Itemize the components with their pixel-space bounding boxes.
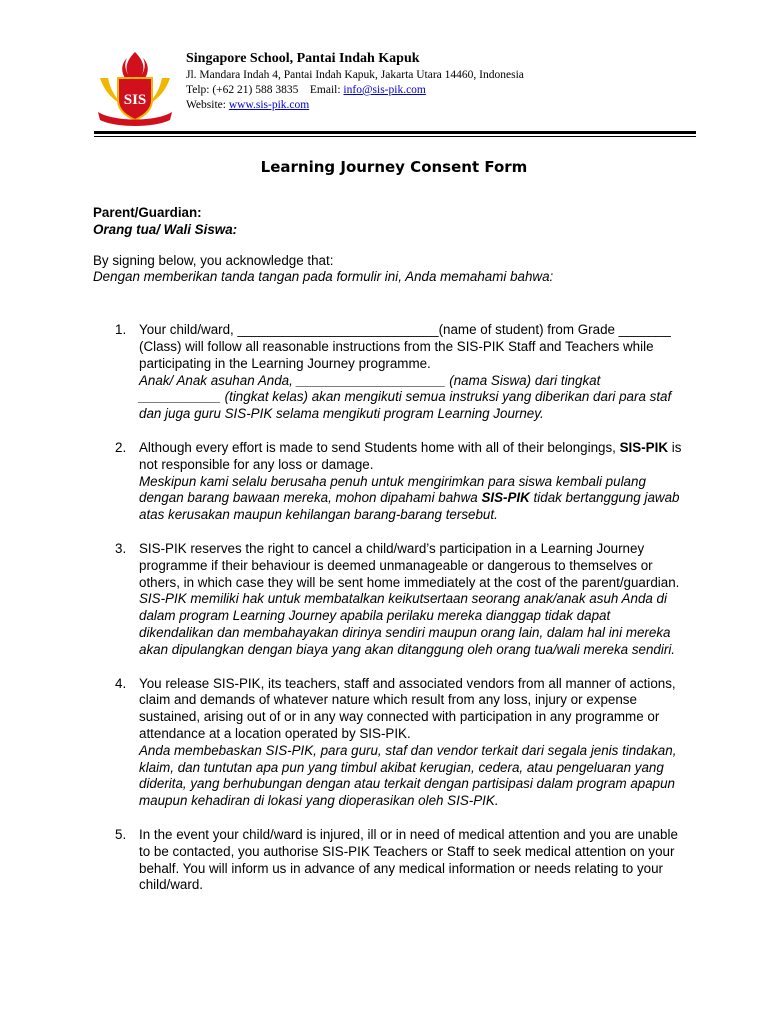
- item-text-en: Your child/ward, ___________________________(name of student) from Grade _______ (Class) will follow all reasonable instructions from the SIS-PIK Staff and Teachers while participating in the Learning Journey programme.: [139, 322, 671, 371]
- list-item: [93, 440, 683, 524]
- item-number: 2.: [115, 439, 127, 455]
- item-text-en: SIS-PIK reserves the right to cancel a child/ward’s participation in a Learning Journey programme if their behaviour is deemed unmanageable or dangerous to themselves or others, in which case they will be sent home immediately at the cost of the parent/guardian.: [139, 540, 680, 590]
- form-body: [93, 205, 683, 911]
- item-number: 3.: [115, 540, 127, 556]
- item-text-en: You release SIS-PIK, its teachers, staff and associated vendors from all manner of actions, claim and demands of whatever nature which result from any loss, injury or expense sustained, arising out of or in any way connected with participation in any programme or attendance at a location operated by SIS-PIK.: [139, 675, 676, 741]
- item-text-id: Meskipun kami selalu berusaha penuh untuk mengirimkan para siswa kembali pulang dengan barang bawaan mereka, mohon dipahami bahwa SIS-PIK tidak bertanggung jawab atas kerusakan maupun kehilangan barang-barang tersebut.: [139, 473, 680, 523]
- header-divider-thin: [94, 136, 696, 137]
- website-link[interactable]: www.sis-pik.com: [228, 99, 310, 111]
- item-number: 4.: [115, 675, 127, 691]
- website-label: Website:: [186, 99, 226, 111]
- school-website: [186, 98, 524, 113]
- school-info: [186, 50, 524, 113]
- item-number: 1.: [115, 322, 127, 338]
- parent-label-id: Orang tua/ Wali Siswa:: [93, 221, 238, 237]
- list-item: [93, 541, 683, 659]
- item-number: 5.: [115, 826, 127, 842]
- intro-en: By signing below, you acknowledge that:: [93, 252, 334, 268]
- school-address: Jl. Mandara Indah 4, Pantai Indah Kapuk, Jakarta Utara 14460, Indonesia: [186, 69, 524, 81]
- header-divider: [94, 131, 696, 134]
- item-text-id: Anak/ Anak asuhan Anda, ____________________ (nama Siswa) dari tingkat ___________ (tingkat kelas) akan mengikuti semua instruksi yang diberikan dari para staf dan juga guru SIS-PIK selama mengikuti program Learning Journey.: [139, 372, 672, 422]
- school-logo: [94, 48, 176, 130]
- school-name: Singapore School, Pantai Indah Kapuk: [186, 51, 420, 66]
- form-title: Learning Journey Consent Form: [260, 158, 528, 176]
- item-text-en: Although every effort is made to send Students home with all of their belongings, SIS-PIK is not responsible for any loss or damage.: [139, 439, 682, 472]
- parent-label: Parent/Guardian:: [93, 205, 202, 220]
- list-item: [93, 322, 683, 423]
- list-item: [93, 827, 683, 894]
- terms-list: [93, 322, 683, 894]
- item-text-id: Anda membebaskan SIS-PIK, para guru, staf dan vendor terkait dari segala jenis tindakan, klaim, dan tuntutan apa pun yang timbul akibat kerugian, cedera, atau pengeluaran yang diderita, yang berhubungan dengan atau terkait dengan partisipasi dalam program apapun maupun kehadiran di lokasi yang dioperasikan oleh SIS-PIK.: [139, 742, 677, 809]
- letterhead: [0, 0, 768, 140]
- school-contact: [186, 83, 524, 98]
- email-label: Email:: [309, 84, 341, 96]
- email-link[interactable]: info@sis-pik.com: [343, 84, 426, 96]
- item-text-en: In the event your child/ward is injured, ill or in need of medical attention and you are unable to be contacted, you authorise SIS-PIK Teachers or Staff to seek medical attention on your behalf. You will inform us in advance of any medical information or needs relating to your child/ward.: [139, 826, 678, 893]
- intro: [93, 253, 683, 287]
- item-text-id: SIS-PIK memiliki hak untuk membatalkan keikutsertaan seorang anak/anak asuh Anda di dalam program Learning Journey apabila perilaku mereka dianggap tidak dapat dikendalikan dan membahayakan dirinya sendiri maupun orang lain, dalam hal ini mereka akan dipulangkan dengan biaya yang akan ditanggung oleh orang tua/wali mereka sendiri.: [139, 591, 676, 657]
- list-item: [93, 676, 683, 810]
- school-phone: Telp: (+62 21) 588 3835: [186, 84, 299, 96]
- logo-text: SIS: [123, 92, 147, 108]
- intro-id: Dengan memberikan tanda tangan pada formulir ini, Anda memahami bahwa:: [93, 269, 554, 285]
